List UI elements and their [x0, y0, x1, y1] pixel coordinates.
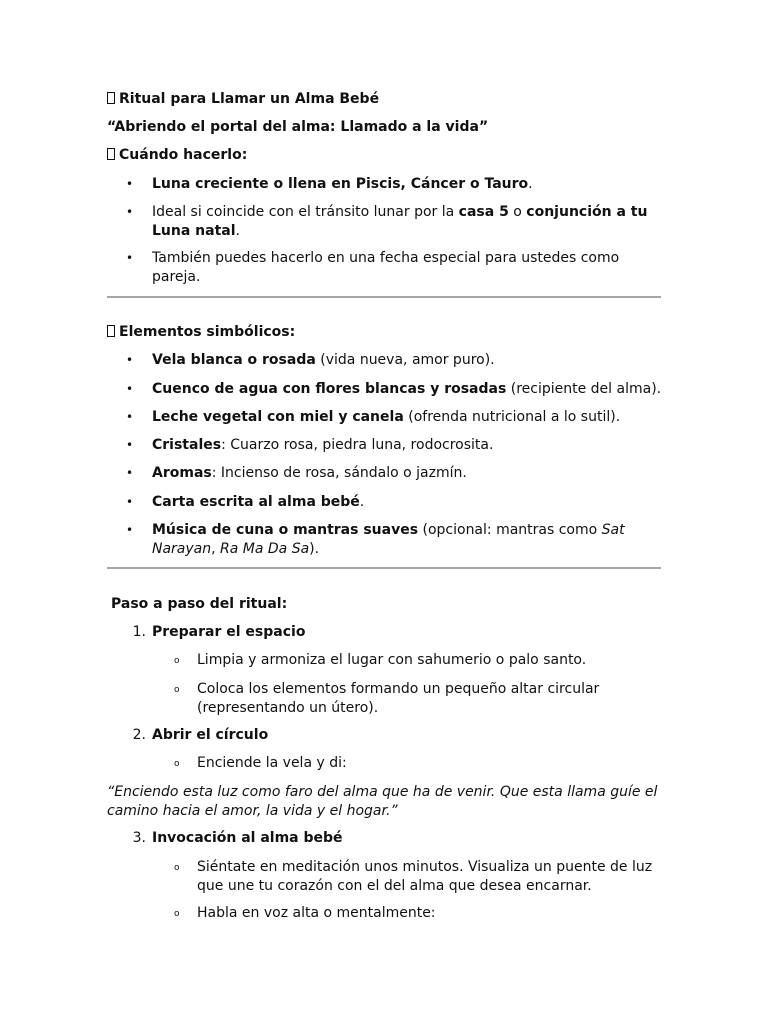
section-heading-elements: Elementos simbólicos: [107, 323, 667, 342]
step-number: 2. [132, 727, 146, 743]
sub-list-item: Limpia y armoniza el lugar con sahumerio o palo santo. [197, 652, 587, 668]
list-item: Carta escrita al alma bebé. [152, 494, 365, 510]
bullet-icon: • [126, 382, 134, 396]
sub-bullet-icon: o [174, 685, 180, 695]
bullet-icon: • [126, 466, 134, 480]
bullet-icon: • [126, 410, 134, 424]
bullet-icon: • [126, 205, 134, 219]
list-item: Leche vegetal con miel y canela (ofrenda nutricional a lo sutil). [152, 409, 621, 425]
missing-glyph-icon [107, 92, 115, 104]
section-heading-when: Cuándo hacerlo: [107, 146, 667, 165]
section-heading-steps: Paso a paso del ritual: [111, 596, 288, 612]
step-title: Invocación al alma bebé [152, 830, 343, 846]
missing-glyph-icon [107, 148, 115, 160]
sub-list-item: Siéntate en meditación unos minutos. Visualiza un puente de luz que une tu corazón con el del alma que desea encarnar. [197, 859, 653, 894]
document-title: Ritual para Llamar un Alma Bebé [107, 90, 667, 109]
document-subtitle: “Abriendo el portal del alma: Llamado a la vida” [107, 119, 489, 135]
horizontal-divider [107, 296, 661, 298]
list-item: Cristales: Cuarzo rosa, piedra luna, rodocrosita. [152, 437, 494, 453]
invocation-quote: “Enciendo esta luz como faro del alma que ha de venir. Que esta llama guíe el camino hacia el amor, la vida y el hogar.” [107, 784, 658, 819]
step-title: Preparar el espacio [152, 624, 306, 640]
list-item: También puedes hacerlo en una fecha especial para ustedes como pareja. [152, 250, 620, 285]
list-item: Cuenco de agua con flores blancas y rosadas (recipiente del alma). [152, 381, 662, 397]
sub-bullet-icon: o [174, 863, 180, 873]
bullet-icon: • [126, 251, 134, 265]
horizontal-divider [107, 567, 661, 569]
sub-list-item: Habla en voz alta o mentalmente: [197, 905, 436, 921]
sub-list-item: Coloca los elementos formando un pequeño altar circular (representando un útero). [197, 681, 600, 716]
list-item: Luna creciente o llena en Piscis, Cáncer o Tauro. [152, 176, 533, 192]
missing-glyph-icon [107, 325, 115, 337]
bullet-icon: • [126, 495, 134, 509]
list-item: Ideal si coincide con el tránsito lunar por la casa 5 o conjunción a tu Luna natal. [152, 204, 648, 239]
bullet-icon: • [126, 523, 134, 537]
step-number: 3. [132, 830, 146, 846]
sub-bullet-icon: o [174, 909, 180, 919]
step-title: Abrir el círculo [152, 727, 269, 743]
bullet-icon: • [126, 353, 134, 367]
list-item: Música de cuna o mantras suaves (opcional: mantras como Sat Narayan, Ra Ma Da Sa). [152, 522, 625, 557]
step-number: 1. [132, 624, 146, 640]
bullet-icon: • [126, 438, 134, 452]
sub-bullet-icon: o [174, 759, 180, 769]
sub-list-item: Enciende la vela y di: [197, 755, 347, 771]
sub-bullet-icon: o [174, 656, 180, 666]
bullet-icon: • [126, 177, 134, 191]
list-item: Aromas: Incienso de rosa, sándalo o jazmín. [152, 465, 467, 481]
list-item: Vela blanca o rosada (vida nueva, amor puro). [152, 352, 495, 368]
